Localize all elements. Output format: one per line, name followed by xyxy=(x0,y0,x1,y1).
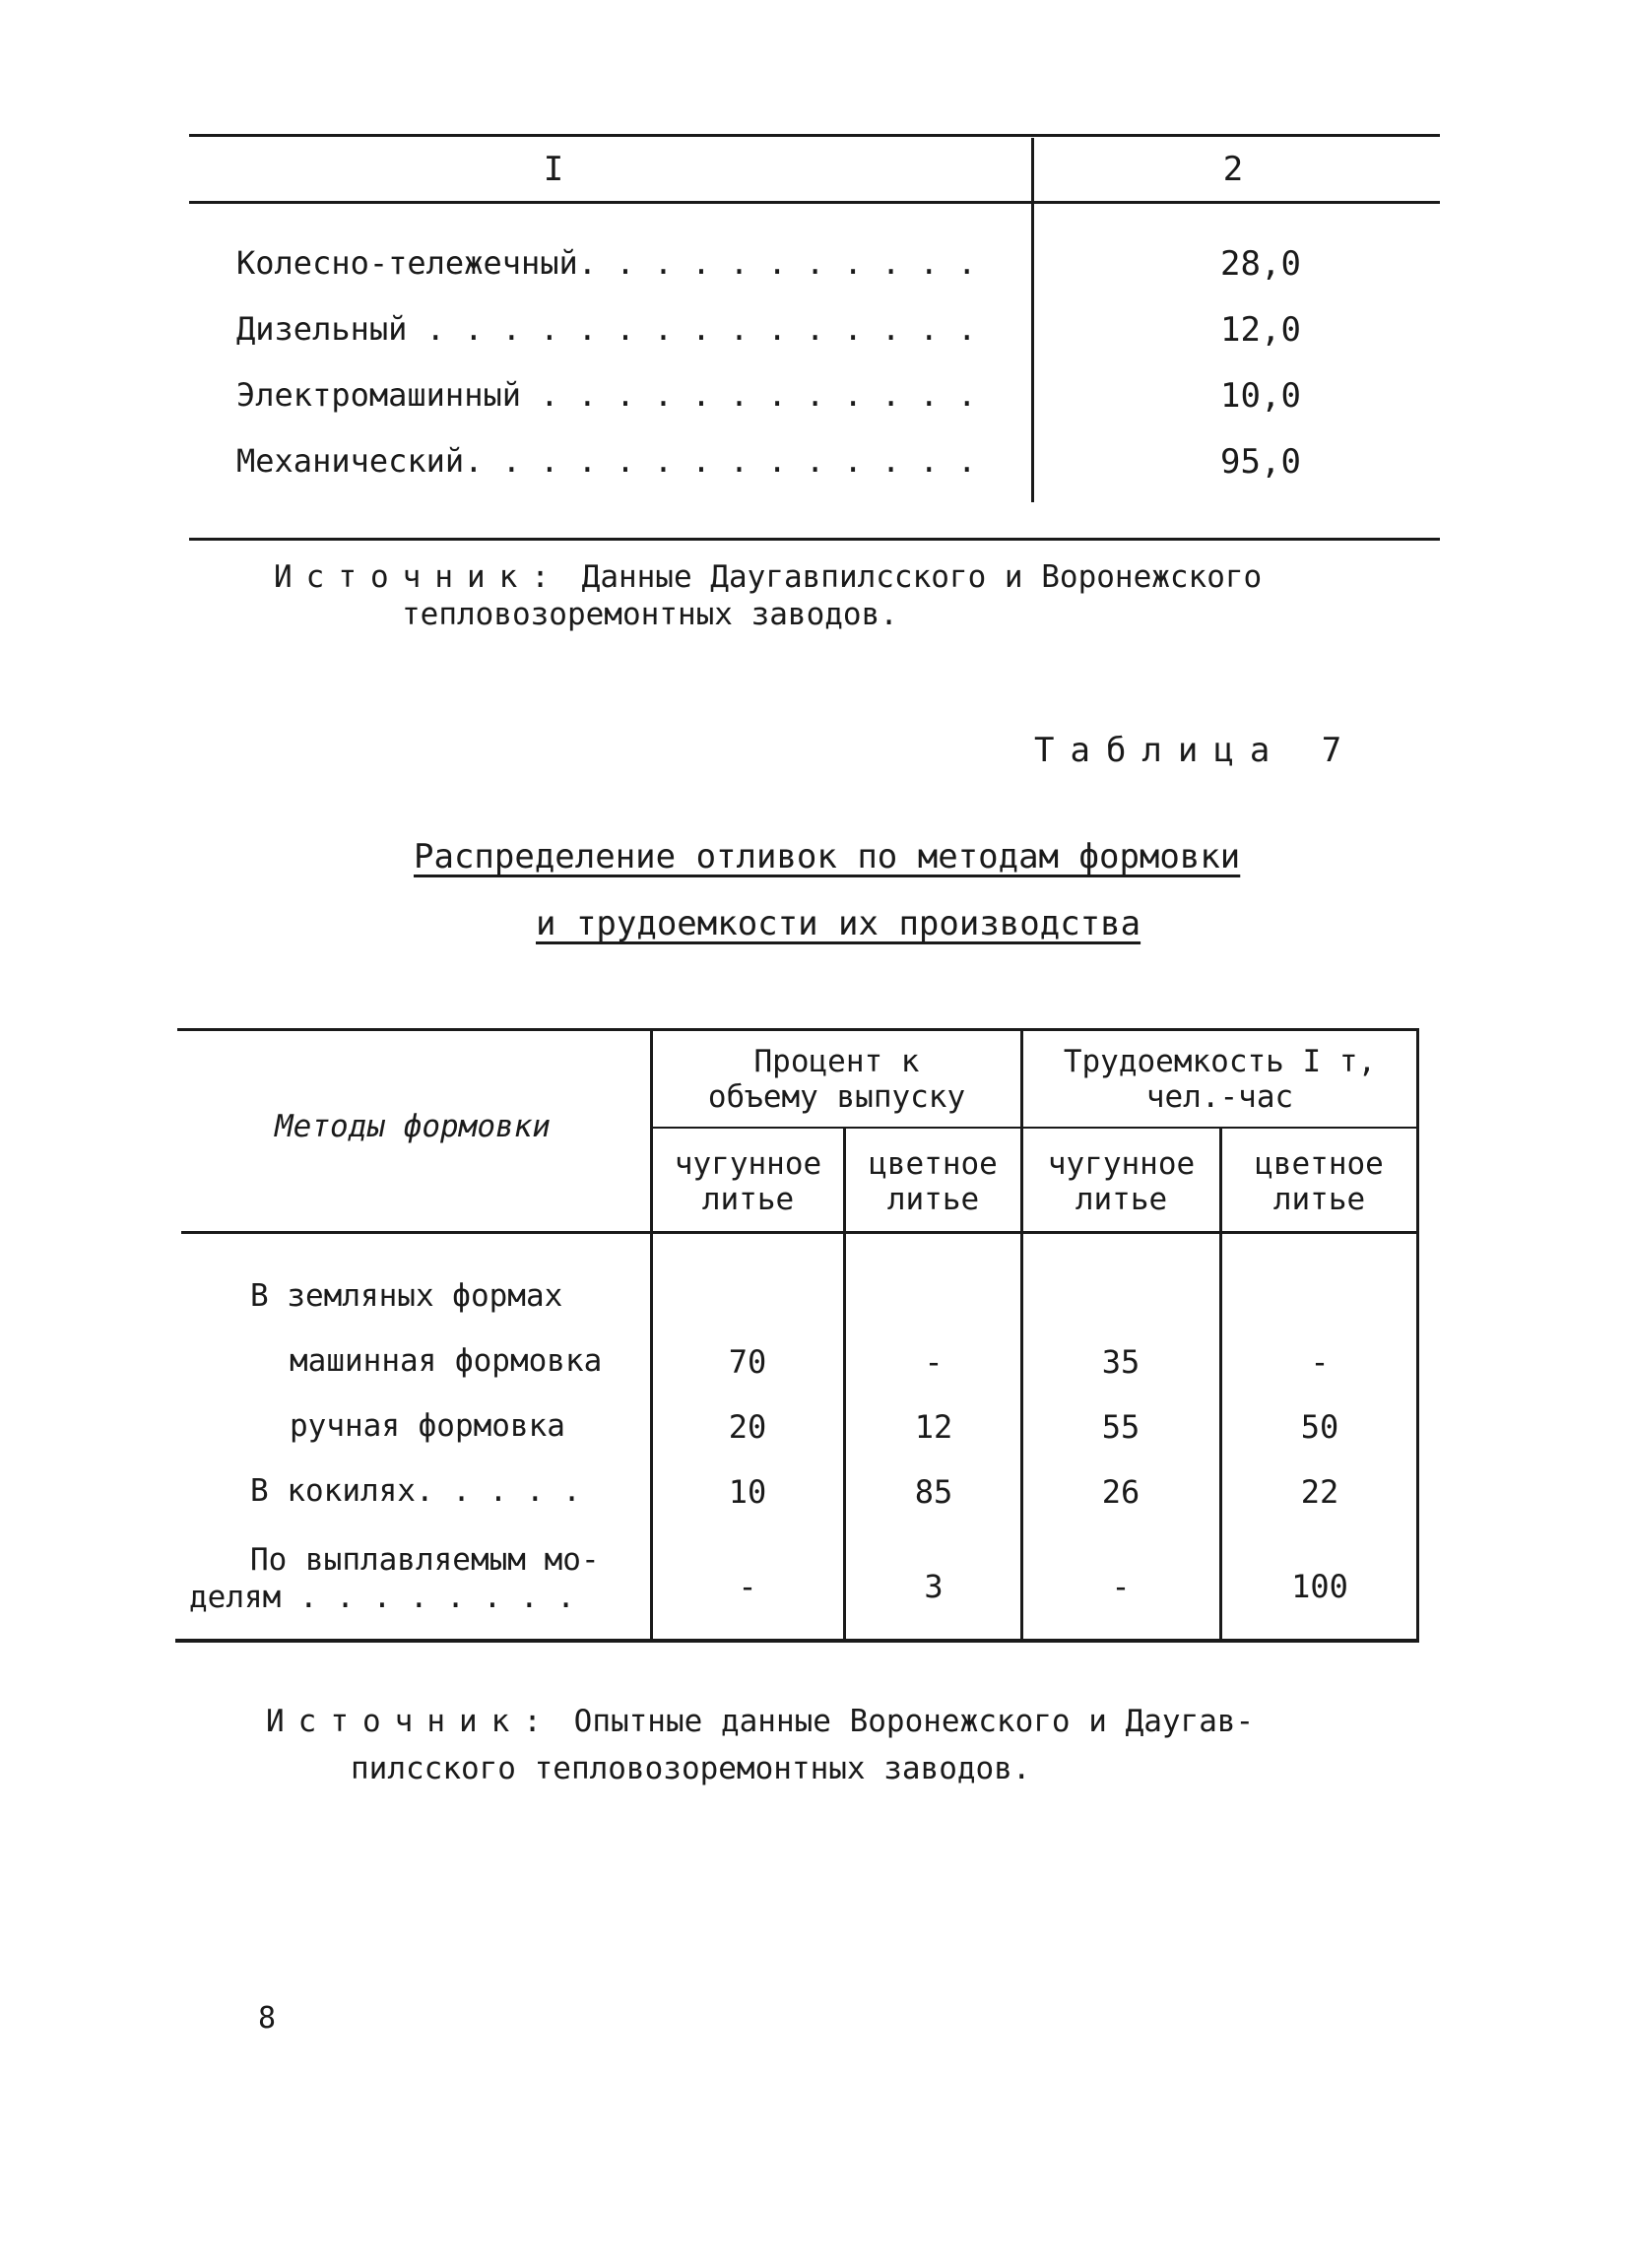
page-number: 8 xyxy=(258,2001,277,2036)
row-value: 95,0 xyxy=(1220,442,1301,482)
row-label-continuation: делям . . . . . . . . xyxy=(189,1580,575,1615)
row-label: В земляных формах xyxy=(250,1278,563,1314)
column-header-method: Методы формовки xyxy=(275,1109,551,1144)
table-1-header-col2: 2 xyxy=(1222,150,1244,189)
table-7-vline xyxy=(1416,1028,1419,1643)
subheader-line: литье xyxy=(1272,1182,1366,1217)
table-1-header-rule xyxy=(189,201,1440,204)
table-cell: 55 xyxy=(1101,1408,1140,1446)
table-1-source-line2: тепловозоремонтных заводов. xyxy=(402,597,898,632)
row-label: машинная формовка xyxy=(290,1343,603,1379)
table-1-top-rule xyxy=(189,134,1440,137)
table-cell: 100 xyxy=(1291,1568,1348,1605)
table-1-row xyxy=(236,442,1399,491)
table-1 xyxy=(189,128,1440,542)
table-title-line2: и трудоемкости их производства xyxy=(536,904,1141,943)
subheader-line: цветное xyxy=(869,1146,998,1182)
row-label: В кокилях. . . . . xyxy=(250,1473,581,1509)
table-cell: - xyxy=(1310,1343,1330,1381)
row-label: ручная формовка xyxy=(290,1408,565,1444)
table-cell: 50 xyxy=(1300,1408,1339,1446)
source-text-line1: Опытные данные Воронежского и Даугав- xyxy=(573,1704,1255,1739)
subheader-nonferrous xyxy=(846,1146,1020,1217)
table-cell: - xyxy=(738,1568,757,1605)
subheader-line: чугунное xyxy=(1047,1146,1196,1182)
row-value: 28,0 xyxy=(1220,244,1301,284)
table-cell: 35 xyxy=(1101,1343,1140,1381)
row-label: Дизельный . . . . . . . . . . . . . . . xyxy=(236,310,977,348)
subheader-line: цветное xyxy=(1255,1146,1384,1182)
table-7-vline xyxy=(1020,1028,1023,1639)
row-label: По выплавляемым мо- xyxy=(250,1542,600,1578)
table-7-top-rule xyxy=(177,1028,1418,1031)
subheader-nonferrous xyxy=(1222,1146,1416,1217)
source-label: Источник: xyxy=(266,1704,555,1739)
table-7-bottom-rule xyxy=(175,1639,1418,1643)
table-title-line1: Распределение отливок по методам формовки xyxy=(414,837,1241,876)
table-7-source-line2: пилсского тепловозоремонтных заводов. xyxy=(351,1751,1031,1786)
table-cell: 10 xyxy=(728,1473,767,1511)
row-label: Электромашинный . . . . . . . . . . . . xyxy=(236,376,977,414)
table-7-vline xyxy=(650,1028,653,1639)
group-header-labor xyxy=(1023,1044,1416,1115)
table-cell: 20 xyxy=(728,1408,767,1446)
table-1-row xyxy=(236,376,1399,425)
table-cell: 12 xyxy=(914,1408,953,1446)
table-1-row xyxy=(236,244,1399,293)
table-cell: - xyxy=(924,1343,944,1381)
table-cell: 3 xyxy=(924,1568,944,1605)
row-label: Колесно-тележечный. . . . . . . . . . . xyxy=(236,244,977,282)
table-1-bottom-rule xyxy=(189,538,1440,541)
subheader-line: литье xyxy=(1075,1182,1168,1217)
table-7-header-rule xyxy=(181,1231,1418,1234)
group-header-line: объему выпуску xyxy=(707,1079,966,1115)
row-value: 10,0 xyxy=(1220,376,1301,416)
subheader-cast-iron xyxy=(1023,1146,1219,1217)
table-cell: - xyxy=(1111,1568,1131,1605)
table-cell: 22 xyxy=(1300,1473,1339,1511)
subheader-line: чугунное xyxy=(674,1146,822,1182)
row-label: Механический. . . . . . . . . . . . . . xyxy=(236,442,977,480)
subheader-cast-iron xyxy=(653,1146,843,1217)
source-text-line1: Данные Даугавпилсского и Воронежского xyxy=(581,559,1263,595)
table-cell: 85 xyxy=(914,1473,953,1511)
table-number: Таблица 7 xyxy=(1034,731,1358,770)
group-header-line: Трудоемкость I т, xyxy=(1063,1044,1377,1079)
row-value: 12,0 xyxy=(1220,310,1301,350)
table-cell: 70 xyxy=(728,1343,767,1381)
table-1-row xyxy=(236,310,1399,359)
table-7-group-rule xyxy=(652,1127,1418,1129)
group-header-line: чел.-час xyxy=(1145,1079,1294,1115)
table-1-header-col1: I xyxy=(543,150,564,189)
group-header-line: Процент к xyxy=(753,1044,920,1079)
group-header-percent xyxy=(653,1044,1020,1115)
subheader-line: литье xyxy=(701,1182,795,1217)
table-1-source-note xyxy=(274,557,1262,597)
subheader-line: литье xyxy=(886,1182,980,1217)
table-7 xyxy=(175,1020,1436,1660)
table-7-source-note xyxy=(266,1702,1254,1741)
source-label: Источник: xyxy=(274,559,563,595)
table-cell: 26 xyxy=(1101,1473,1140,1511)
